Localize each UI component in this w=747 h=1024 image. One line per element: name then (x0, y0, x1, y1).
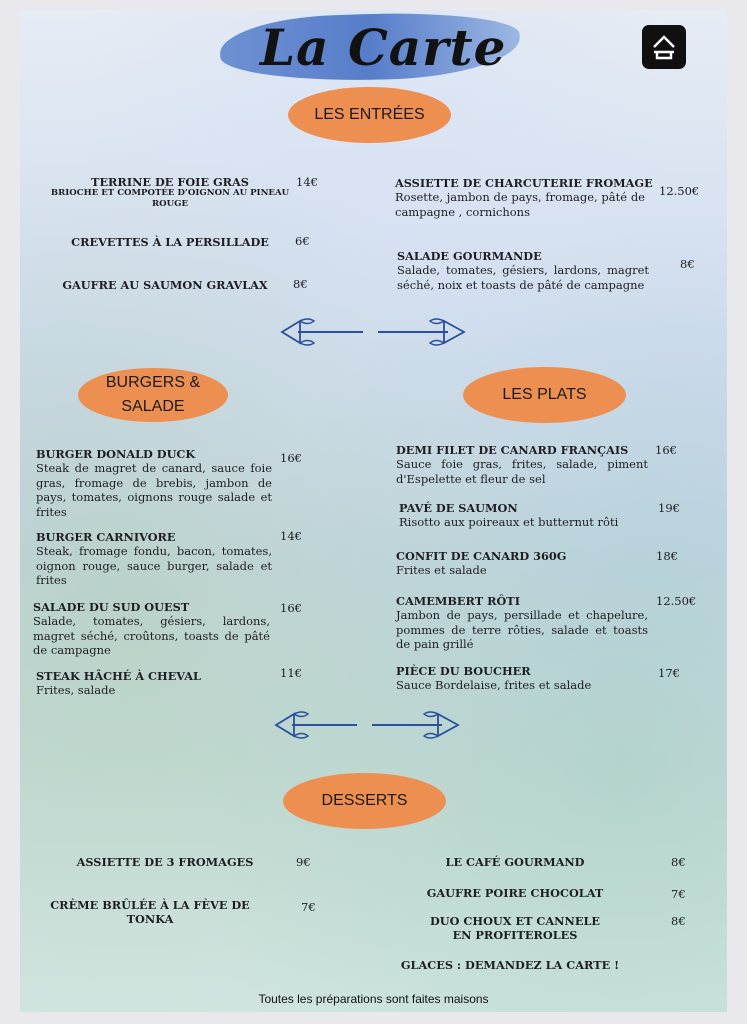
item-name-piece-boucher: PIÈCE DU BOUCHER (396, 664, 531, 678)
item-desc-piece-boucher: Sauce Bordelaise, frites et salade (396, 678, 592, 692)
item-price-burger-donald: 16€ (280, 451, 302, 465)
footer-note: Toutes les préparations sont faites maisons (258, 992, 489, 1006)
item-price-crevettes: 6€ (295, 234, 310, 248)
item-desc-burger-donald: Steak de magret de canard, sauce foie gras, fromage de brebis, jambon de pays, tomates, oignons rouge salade et frites (36, 461, 272, 519)
item-price-gaufre-poire: 7€ (671, 887, 686, 901)
item-name-crevettes: CREVETTES À LA PERSILLADE (71, 235, 269, 249)
item-price-pave-saumon: 19€ (658, 501, 680, 515)
section-header-entrees: LES ENTRÉES (288, 87, 451, 143)
item-name-steak-hache: STEAK HÂCHÉ À CHEVAL (36, 669, 201, 683)
item-name-gaufre-saumon: GAUFRE AU SAUMON GRAVLAX (62, 278, 268, 292)
item-name-creme-brulee: CRÈME BRÛLÉE À LA FÈVE DE TONKA (50, 898, 250, 926)
arrow-divider (272, 708, 462, 742)
page-title: La Carte (260, 18, 507, 77)
item-price-salade-sud-ouest: 16€ (280, 601, 302, 615)
item-name-burger-carnivore: BURGER CARNIVORE (36, 530, 176, 544)
item-name-gaufre-poire: GAUFRE POIRE CHOCOLAT (426, 886, 604, 900)
item-desc-salade-gourmande: Salade, tomates, gésiers, lardons, magret séché, noix et toasts de pâté de campagne (397, 263, 649, 292)
item-price-terrine: 14€ (296, 175, 318, 189)
item-name-burger-donald: BURGER DONALD DUCK (36, 447, 196, 461)
item-desc-pave-saumon: Risotto aux poireaux et butternut rôti (399, 515, 619, 529)
item-price-cafe-gourmand: 8€ (671, 855, 686, 869)
item-desc-camembert: Jambon de pays, persillade et chapelure, pommes de terre rôties, salade et toasts de pain grillé (396, 608, 648, 651)
item-price-confit-canard: 18€ (656, 549, 678, 563)
item-price-piece-boucher: 17€ (658, 666, 680, 680)
item-price-camembert: 12.50€ (656, 594, 697, 608)
item-name-cafe-gourmand: LE CAFÉ GOURMAND (445, 855, 585, 869)
item-name-salade-sud-ouest: SALADE DU SUD OUEST (33, 600, 190, 614)
item-desc-burger-carnivore: Steak, fromage fondu, bacon, tomates, oignon rouge, sauce burger, salade et frites (36, 544, 272, 587)
item-price-burger-carnivore: 14€ (280, 529, 302, 543)
item-name-glaces: GLACES : DEMANDEZ LA CARTE ! (400, 958, 620, 972)
item-price-charcuterie: 12.50€ (659, 184, 700, 198)
item-price-fromages: 9€ (296, 855, 311, 869)
item-name-charcuterie: ASSIETTE DE CHARCUTERIE FROMAGE (395, 176, 653, 190)
item-name-demi-filet: DEMI FILET DE CANARD FRANÇAIS (396, 443, 629, 457)
item-name-confit-canard: CONFIT DE CANARD 360G (396, 549, 567, 563)
item-name-fromages: ASSIETTE DE 3 FROMAGES (76, 855, 254, 869)
section-header-burgers: BURGERS & SALADE (78, 368, 228, 422)
item-desc-confit-canard: Frites et salade (396, 563, 487, 577)
section-header-plats: LES PLATS (463, 367, 626, 423)
item-sub-terrine: BRIOCHE ET COMPOTÉE D’OIGNON AU PINEAU ROUGE (50, 188, 290, 209)
item-price-demi-filet: 16€ (655, 443, 677, 457)
item-desc-demi-filet: Sauce foie gras, frites, salade, piment d'Espelette et fleur de sel (396, 457, 648, 486)
item-name-salade-gourmande: SALADE GOURMANDE (397, 249, 542, 263)
item-name-terrine: TERRINE DE FOIE GRAS (91, 175, 249, 189)
item-name-duo-choux: DUO CHOUX ET CANNELE EN PROFITEROLES (430, 914, 600, 942)
item-desc-steak-hache: Frites, salade (36, 683, 116, 697)
item-name-pave-saumon: PAVÉ DE SAUMON (399, 501, 518, 515)
home-icon[interactable] (642, 25, 686, 69)
item-desc-charcuterie: Rosette, jambon de pays, fromage, pâté de campagne , cornichons (395, 190, 645, 219)
menu-page (20, 10, 727, 1012)
item-desc-salade-sud-ouest: Salade, tomates, gésiers, lardons, magret séché, croûtons, toasts de pâté de campagne (33, 614, 270, 657)
item-price-steak-hache: 11€ (280, 666, 302, 680)
item-price-duo-choux: 8€ (671, 914, 686, 928)
item-price-gaufre-saumon: 8€ (293, 277, 308, 291)
item-price-salade-gourmande: 8€ (680, 257, 695, 271)
arrow-divider (278, 315, 468, 349)
item-price-creme-brulee: 7€ (301, 900, 316, 914)
item-name-camembert: CAMEMBERT RÔTI (396, 594, 520, 608)
section-header-desserts: DESSERTS (283, 773, 446, 829)
